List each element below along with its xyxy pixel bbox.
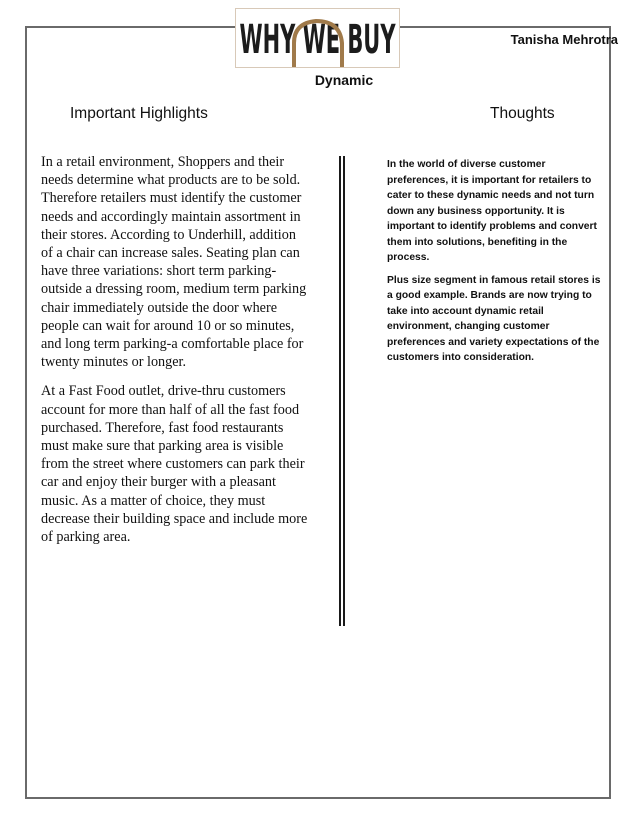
logo-graphic [236,9,399,67]
page-subtitle: Dynamic [314,72,374,88]
column-divider [339,156,345,626]
book-logo [235,8,400,68]
highlights-heading: Important Highlights [70,105,208,122]
thought-paragraph: Plus size segment in famous retail stores is a good example. Brands are now trying to take into account dynamic retail environment, changing customer preferences and variety expectations of the customers into consideration. [387,274,601,363]
thought-paragraph: In the world of diverse customer preferences, it is important for retailers to cater to these dynamic needs and not turn down any business opportunity. It is important to identify problems and convert them into solutions, benefiting in the process. [387,159,597,263]
highlights-column [41,153,309,557]
highlight-paragraph: At a Fast Food outlet, drive-thru customers account for more than half of all the fast food purchased. Therefore, fast food restaurants must make sure that parking area is visible from the street where customers can park their car and enjoy their burger with a pleasant music. As a matter of choice, they must decrease their building space and include more of parking area. [41,383,308,546]
thoughts-heading: Thoughts [490,105,555,122]
highlight-paragraph: In a retail environment, Shoppers and their needs determine what products are to be sold. Therefore retailers must identify the customer needs and accordingly maintain assortment in their stores. According to Underhill, addition of a chair can increase sales. Seating plan can have three variations: short term parking-outside a dressing room, medium term parking chair immediately outside the door where people can wait for around 10 or so minutes, and long term parking-a comfortable place for twenty minutes or longer. [41,154,307,371]
logo-text: WHY WE BUY [239,17,397,63]
author-name: Tanisha Mehrotra [510,32,618,47]
thoughts-column [387,157,605,373]
